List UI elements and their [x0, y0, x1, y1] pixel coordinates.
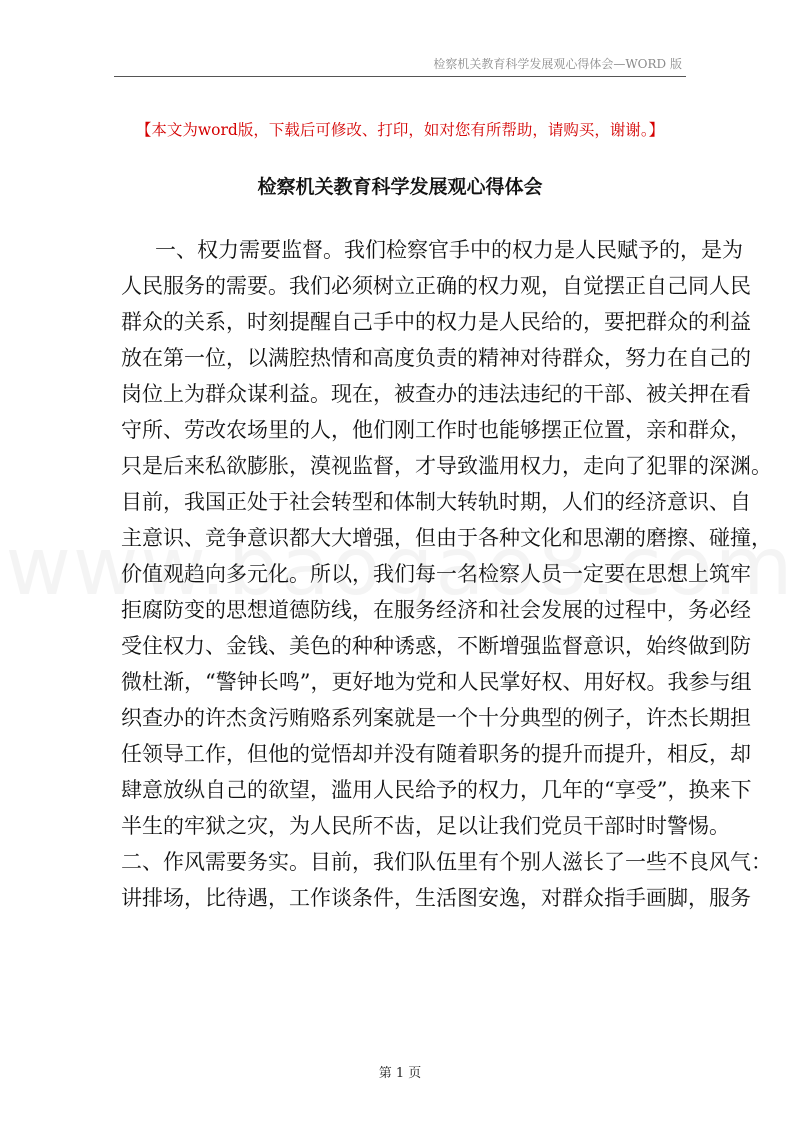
running-header-title: 检察机关教育科学发展观心得体会—WORD 版	[433, 57, 682, 71]
body-line: 拒腐防变的思想道德防线，在服务经济和社会发展的过程中，务必经	[121, 598, 751, 622]
body-line: 价值观趋向多元化。所以，我们每一名检察人员一定要在思想上筑牢	[121, 562, 751, 586]
body-line: 讲排场，比待遇，工作谈条件，生活图安逸，对群众指手画脚，服务	[121, 886, 751, 910]
document-body	[121, 232, 772, 916]
body-line: 人民服务的需要。我们必须树立正确的权力观，自觉摆正自己同人民	[121, 274, 751, 298]
body-line: 肆意放纵自己的欲望，滥用人民给予的权力，几年的“享受”，换来下	[121, 778, 752, 802]
body-line: 受住权力、金钱、美色的种种诱惑，不断增强监督意识，始终做到防	[121, 634, 751, 658]
body-line: 织查办的许杰贪污贿赂系列案就是一个十分典型的例子，许杰长期担	[121, 706, 751, 730]
purchase-notice: 【本文为word版，下载后可修改、打印，如对您有所帮助，请购买，谢谢。】	[135, 121, 665, 139]
body-line: 半生的牢狱之灾，为人民所不齿，足以让我们党员干部时时警惕。	[121, 814, 730, 838]
page-number: 第 1 页	[378, 1066, 422, 1081]
body-line: 群众的关系，时刻提醒自己手中的权力是人民给的，要把群众的利益	[121, 310, 751, 334]
body-line: 只是后来私欲膨胀，漠视监督，才导致滥用权力，走向了犯罪的深渊。	[121, 454, 772, 478]
document-title: 检察机关教育科学发展观心得体会	[257, 176, 543, 198]
body-line: 放在第一位，以满腔热情和高度负责的精神对待群众，努力在自己的	[121, 346, 751, 370]
body-line: 守所、劳改农场里的人，他们刚工作时也能够摆正位置，亲和群众，	[121, 418, 751, 442]
header-divider	[114, 76, 686, 77]
body-line: 二、作风需要务实。目前，我们队伍里有个别人滋长了一些不良风气：	[121, 850, 772, 874]
body-line: 岗位上为群众谋利益。现在，被查办的违法违纪的干部、被关押在看	[121, 382, 751, 406]
body-line: 一、权力需要监督。我们检察官手中的权力是人民赋予的，是为	[155, 238, 743, 262]
body-line: 任领导工作，但他的觉悟却并没有随着职务的提升而提升，相反，却	[121, 742, 751, 766]
body-line: 目前，我国正处于社会转型和体制大转轨时期，人们的经济意识、自	[121, 490, 751, 514]
body-line: 主意识、竞争意识都大大增强，但由于各种文化和思潮的磨擦、碰撞，	[121, 526, 772, 550]
body-line: 微杜渐，“警钟长鸣”，更好地为党和人民掌好权、用好权。我参与组	[121, 670, 752, 694]
